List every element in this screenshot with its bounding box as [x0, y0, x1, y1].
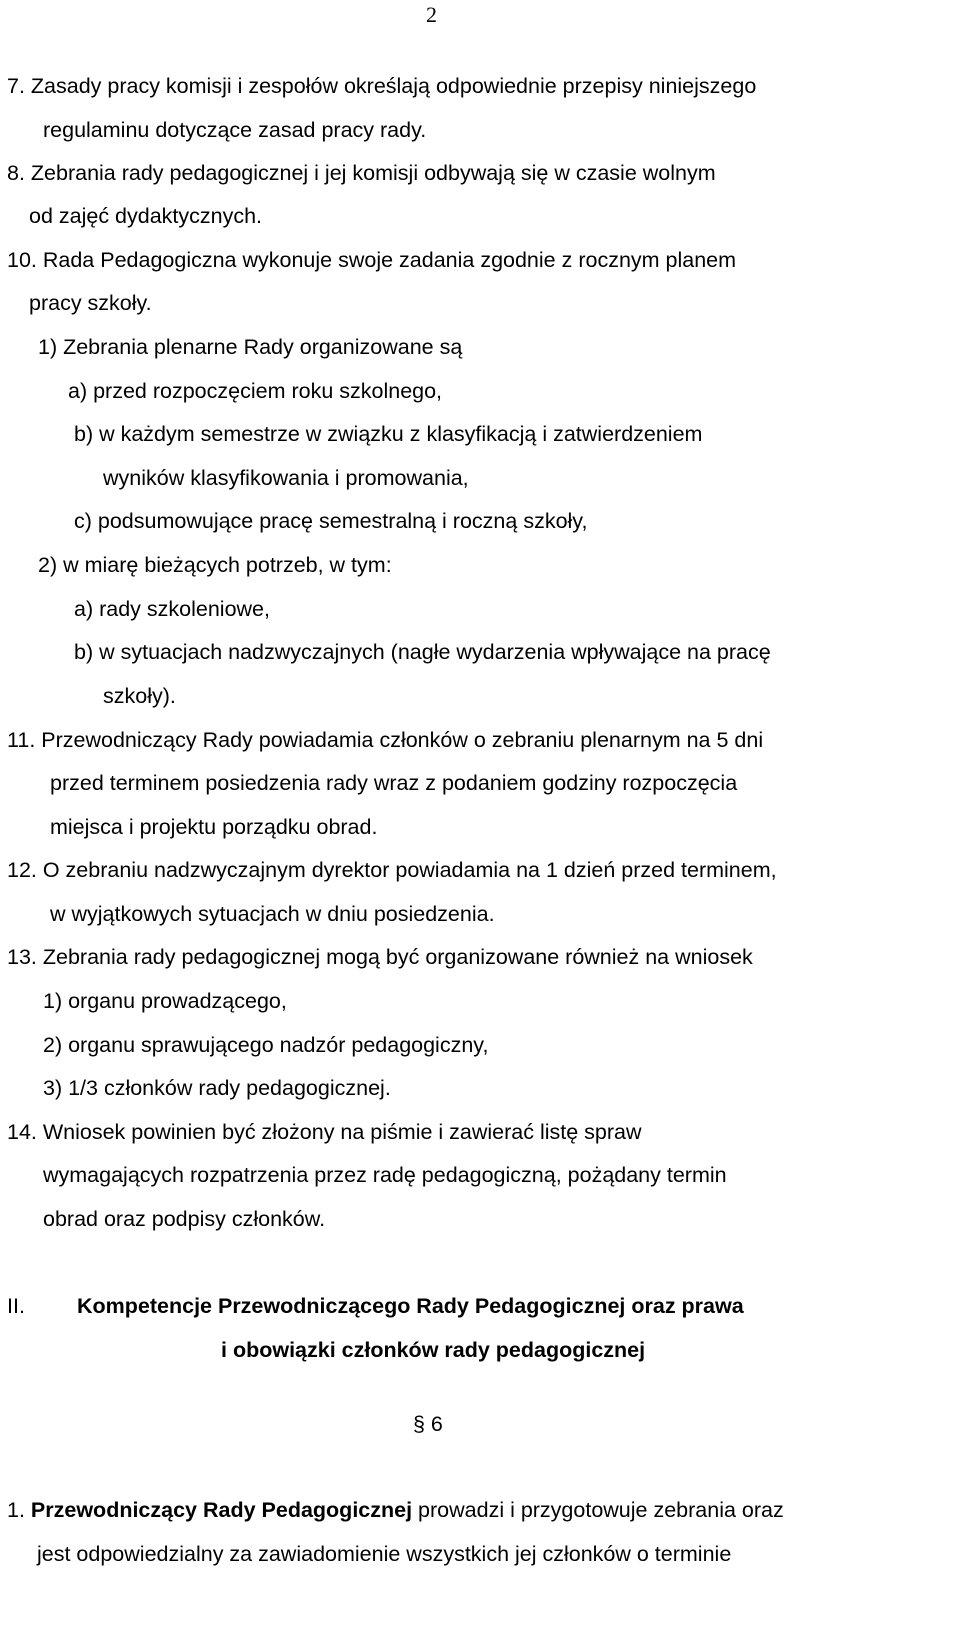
paragraph-6-number: 1.: [7, 1498, 25, 1522]
item-11-line-1: 11. Przewodniczący Rady powiadamia członków o zebraniu plenarnym na 5 dni: [7, 728, 764, 752]
paragraph-6-line-1: [7, 1497, 784, 1523]
item-12-line-1: 12. O zebraniu nadzwyczajnym dyrektor powiadamia na 1 dzień przed terminem,: [7, 858, 777, 882]
item-7-line-1: 7. Zasady pracy komisji i zespołów określają odpowiednie przepisy niniejszego: [7, 74, 757, 98]
item-10-sub-1a: a) przed rozpoczęciem roku szkolnego,: [68, 379, 443, 403]
paragraph-6-line-2: jest odpowiedzialny za zawiadomienie wszystkich jej członków o terminie: [37, 1542, 732, 1566]
page-number: 2: [426, 2, 437, 27]
item-10-sub-1b-line-2: wyników klasyfikowania i promowania,: [103, 466, 469, 490]
paragraph-sign: § 6: [413, 1412, 443, 1436]
item-10-sub-2a: a) rady szkoleniowe,: [74, 597, 270, 621]
item-12-line-2: w wyjątkowych sytuacjach w dniu posiedzenia.: [50, 902, 495, 926]
item-13-line-1: 13. Zebrania rady pedagogicznej mogą być organizowane również na wniosek: [7, 945, 753, 969]
item-8-line-1: 8. Zebrania rady pedagogicznej i jej komisji odbywają się w czasie wolnym: [7, 161, 716, 185]
item-10-sub-2b-line-1: b) w sytuacjach nadzwyczajnych (nagłe wydarzenia wpływające na pracę: [74, 640, 771, 664]
paragraph-6-bold-subject: Przewodniczący Rady Pedagogicznej: [30, 1498, 413, 1522]
paragraph-6-text: prowadzi i przygotowuje zebrania oraz: [412, 1498, 784, 1522]
section-title-line-2: i obowiązki członków rady pedagogicznej: [221, 1338, 646, 1362]
item-14-line-1: 14. Wniosek powinien być złożony na piśmie i zawierać listę spraw: [7, 1120, 642, 1144]
item-11-line-3: miejsca i projektu porządku obrad.: [50, 815, 378, 839]
item-8-line-2: od zajęć dydaktycznych.: [29, 204, 263, 228]
item-10-sub-1: 1) Zebrania plenarne Rady organizowane są: [38, 335, 463, 359]
item-7-line-2: regulaminu dotyczące zasad pracy rady.: [43, 118, 427, 142]
item-10-line-1: 10. Rada Pedagogiczna wykonuje swoje zadania zgodnie z rocznym planem: [7, 248, 737, 272]
section-title-line-1: Kompetencje Przewodniczącego Rady Pedagogicznej oraz prawa: [77, 1294, 744, 1318]
item-10-line-2: pracy szkoły.: [29, 291, 152, 315]
item-10-sub-2: 2) w miarę bieżących potrzeb, w tym:: [38, 553, 392, 577]
item-13-sub-1: 1) organu prowadzącego,: [43, 989, 287, 1013]
item-10-sub-1b-line-1: b) w każdym semestrze w związku z klasyfikacją i zatwierdzeniem: [74, 422, 703, 446]
item-11-line-2: przed terminem posiedzenia rady wraz z podaniem godziny rozpoczęcia: [50, 771, 738, 795]
item-14-line-3: obrad oraz podpisy członków.: [43, 1207, 326, 1231]
section-number: II.: [7, 1294, 25, 1318]
item-13-sub-3: 3) 1/3 członków rady pedagogicznej.: [43, 1076, 391, 1100]
item-10-sub-1c: c) podsumowujące pracę semestralną i roczną szkoły,: [74, 509, 588, 533]
item-13-sub-2: 2) organu sprawującego nadzór pedagogiczny,: [43, 1033, 489, 1057]
item-10-sub-2b-line-2: szkoły).: [103, 684, 176, 708]
item-14-line-2: wymagających rozpatrzenia przez radę pedagogiczną, pożądany termin: [43, 1163, 727, 1187]
